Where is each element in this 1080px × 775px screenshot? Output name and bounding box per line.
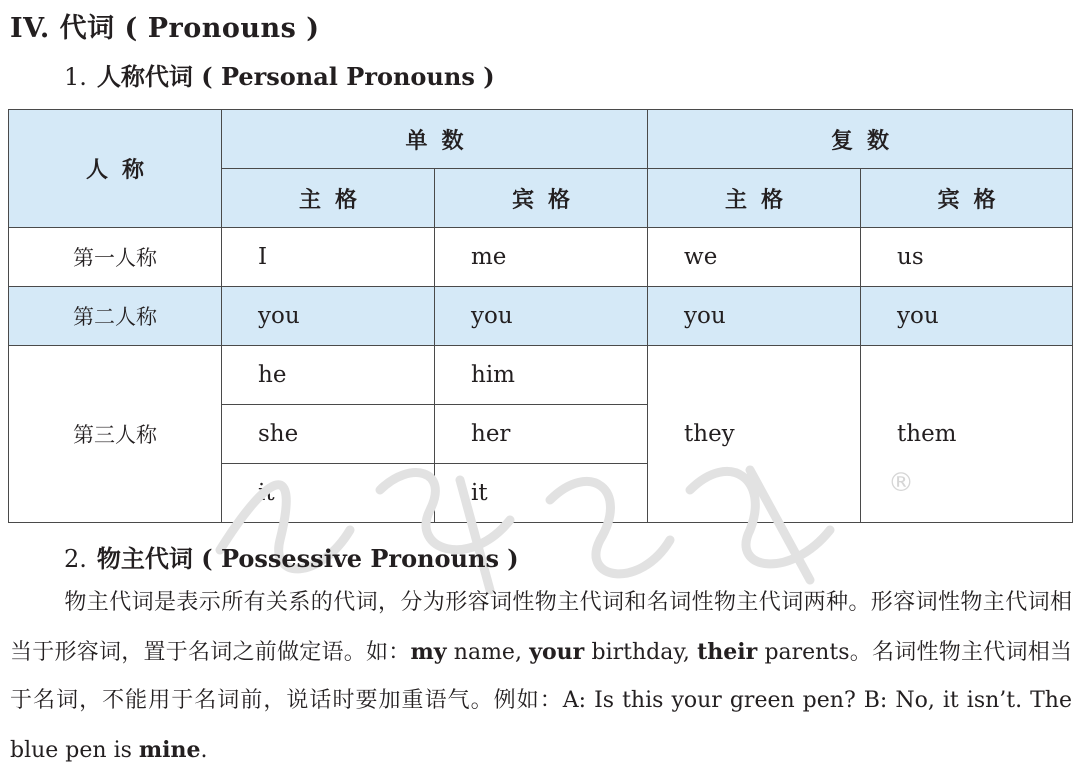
table-cell: we [648,228,861,287]
heading-number: 1. [64,63,87,91]
table-cell: her [435,405,648,464]
table-cell: you [435,287,648,346]
personal-pronouns-table [8,109,1073,523]
table-row-second-person [9,287,1073,346]
possessive-pronouns-heading [64,539,519,574]
possessive-explanation [10,579,1072,775]
table-cell: you [648,287,861,346]
example-mine: mine [138,736,201,763]
header-plural-subject: 主格 [648,169,861,228]
para-text: 物主代词是表示所有关系的代词，分为形容词性物主代词和名词性物主代词两种。形容词性物主代词相当于形容词，置于名词之前做定语。如： [10,590,1072,665]
para-text: 。名词性物主代词相当于名词，不能用于名词前，说话时要加重语气。例如： [10,639,1072,713]
heading-text: 物主代词 ( Possessive Pronouns ) [96,544,519,573]
heading-number: 2. [64,545,87,573]
dialogue-end: . [200,737,208,763]
table-row-first-person [9,228,1073,287]
table-cell: he [222,346,435,405]
example-their: their [697,638,758,665]
table-header-row [9,110,1073,169]
header-singular: 单数 [222,110,648,169]
table-cell: you [861,287,1073,346]
table-cell: you [222,287,435,346]
table-cell: him [435,346,648,405]
row-label: 第三人称 [9,346,222,523]
personal-pronouns-heading [64,57,495,92]
table-cell: I [222,228,435,287]
header-plural: 复数 [648,110,1073,169]
example-text: parents [757,639,850,665]
header-plural-object: 宾格 [861,169,1073,228]
header-singular-subject: 主格 [222,169,435,228]
dialogue-text: A: Is this your green pen? B: No, it isn’t. The blue pen is [10,688,1072,763]
example-text: name, [446,639,530,665]
table-cell: they [648,346,861,523]
row-label: 第二人称 [9,287,222,346]
registered-mark: ® [888,468,914,498]
header-person: 人称 [9,110,222,228]
table-cell: them [861,346,1073,523]
table-cell: she [222,405,435,464]
example-your: your [529,638,585,665]
table-cell: it [435,464,648,523]
example-my: my [410,638,447,665]
example-text: birthday, [584,639,698,665]
row-label: 第一人称 [9,228,222,287]
table-cell: us [861,228,1073,287]
heading-text: 人称代词 ( Personal Pronouns ) [96,62,495,91]
table-cell: me [435,228,648,287]
section-title: IV. 代词 ( Pronouns ) [10,13,320,44]
table-row-third-person [9,346,1073,405]
table-cell: it [222,464,435,523]
header-singular-object: 宾格 [435,169,648,228]
